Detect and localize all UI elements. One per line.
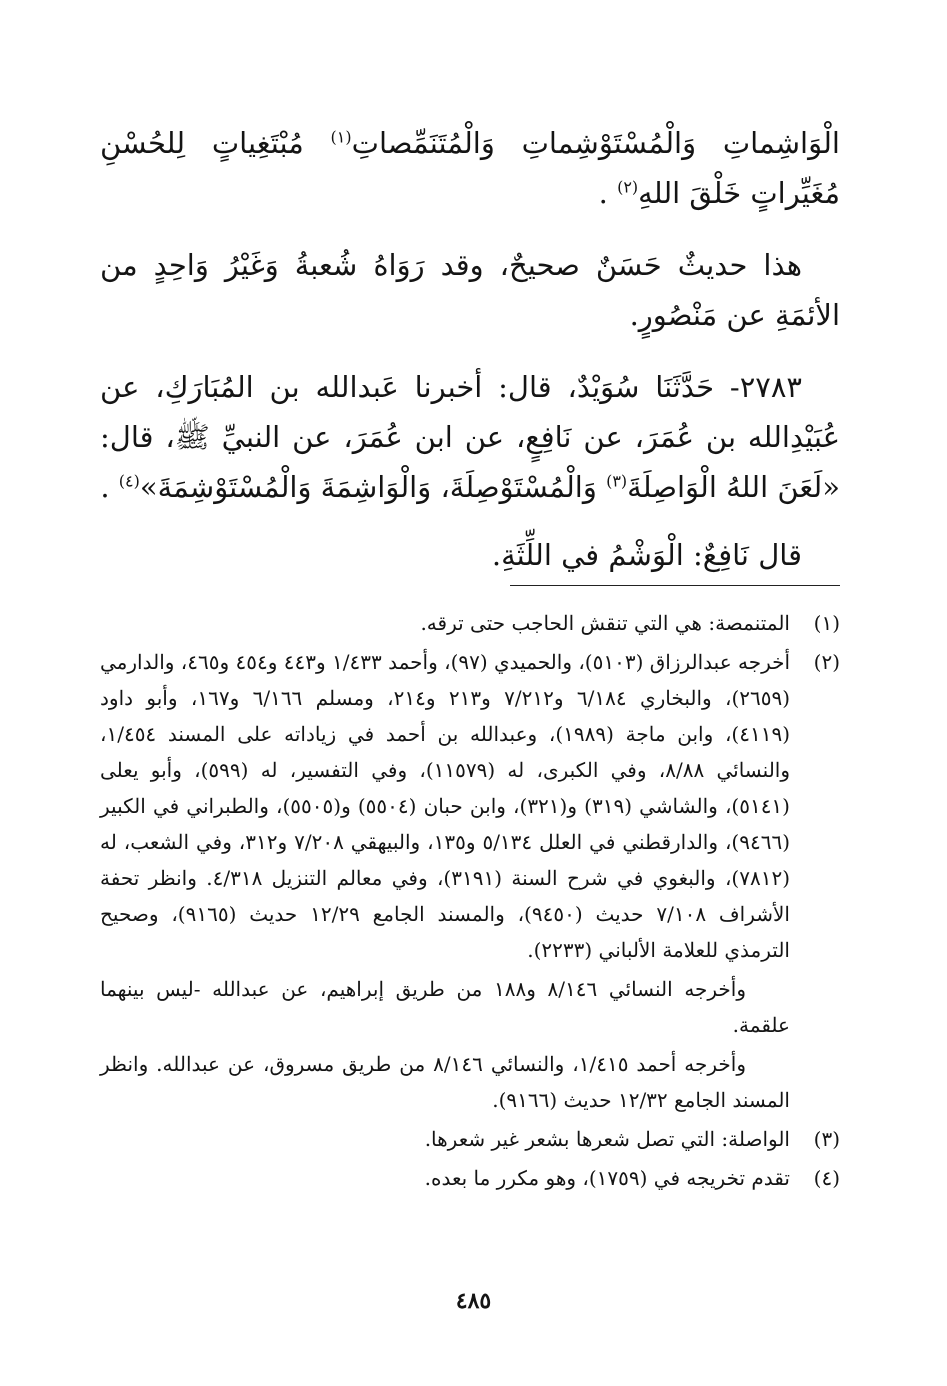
footnote-ref-4[interactable]: (٤) [118, 471, 140, 491]
continued-text-part2: مُبْتَغِياتٍ لِلحُسْنِ مُغَيِّراتٍ خَلْقَ اللهِ [100, 126, 840, 210]
footnote-2-continuation-2: وأخرجه أحمد ١/٤١٥، والنسائي ٨/١٤٦ من طريق مسروق، عن عبدالله. وانظر المسند الجامع ١٢/٣٢ حديث (٩١٦٦). [100, 1052, 790, 1112]
hadith-text-end: . [100, 470, 110, 504]
nafi-quote: قال نَافِعٌ: الْوَشْمُ في اللِّثَةِ. [491, 538, 802, 572]
footnote-ref-2[interactable]: (٢) [617, 177, 639, 197]
footnote-1 [100, 605, 840, 641]
footnote-number: (٣) [813, 1127, 840, 1151]
footnote-2-continuation-1: وأخرجه النسائي ٨/١٤٦ و١٨٨ من طريق إبراهيم، عن عبدالله -ليس بينهما علقمة. [100, 977, 790, 1037]
footnote-number: (١) [813, 611, 840, 635]
footnote-4 [100, 1160, 840, 1196]
hadith-2783 [100, 362, 840, 512]
footnote-number: (٤) [813, 1166, 840, 1190]
footnote-3 [100, 1121, 840, 1157]
footnote-ref-3[interactable]: (٣) [606, 471, 628, 491]
footnote-number: (٢) [813, 650, 840, 674]
footnote-text: المتنمصة: هي التي تنقش الحاجب حتى ترقه. [420, 611, 790, 635]
footnote-text: تقدم تخريجه في (١٧٥٩)، وهو مكرر ما بعده. [424, 1166, 790, 1190]
continued-text-end: . [598, 176, 608, 210]
page-number: ٤٨٥ [455, 1288, 492, 1314]
grading-paragraph: هذا حديثٌ حَسَنٌ صحيحٌ، وقد رَوَاهُ شُعبةُ وَغَيْرُ وَاحِدٍ من الأئمَةِ عن مَنْصُورٍ. [100, 248, 840, 332]
hadith-text-part2: وَالْمُسْتَوْصِلَةَ، وَالْوَاشِمَةَ وَالْمُسْتَوْشِمَةَ» [139, 470, 597, 504]
footnote-text: الواصلة: التي تصل شعرها بشعر غير شعرها. [424, 1127, 790, 1151]
continued-hadith-text [100, 118, 840, 218]
footnote-ref-1[interactable]: (١) [330, 127, 352, 147]
footnote-text: أخرجه عبدالرزاق (٥١٠٣)، والحميدي (٩٧)، وأحمد ١/٤٣٣ و٤٤٣ و٤٥٤ و٤٦٥، والدارمي (٢٦٥٩)، والبخاري ٦/١٨٤ و٧/٢١٢ و٢١٣ و٢١٤، ومسلم ٦/١٦٦ و١٦٧، وأبو داود (٤١١٩)، وابن ماجة (١٩٨٩)، وعبدالله بن أحمد في زياداته على المسند ١/٤٥٤، والنسائي ٨/٨٨، وفي الكبرى، له (١١٥٧٩)، وفي التفسير، له (٥٩٩)، وأبو يعلى (٥١٤١)، والشاشي (٣١٩) و(٣٢١)، وابن حبان (٥٥٠٤) و(٥٥٠٥)، والطبراني في الكبير (٩٤٦٦)، والدارقطني في العلل ٥/١٣٤ و١٣٥، والبيهقي ٧/٢٠٨ و٣١٢، وفي الشعب، له (٧٨١٢)، والبغوي في شرح السنة (٣١٩١)، وفي معالم التنزيل ٤/٣١٨. وانظر تحفة الأشراف ٧/١٠٨ حديث (٩٤٥٠)، والمسند الجامع ١٢/٢٩ حديث (٩١٦٥)، وصحيح الترمذي للعلامة الألباني (٢٢٣٣). [100, 650, 791, 962]
hadith-text-part1: ٢٧٨٣- حَدَّثَنَا سُوَيْدٌ، قال: أخبرنا عَبدالله بن المُبَارَكِ، عن عُبَيْدِالله بن عُمَرَ، عن نَافِعٍ، عن ابن عُمَرَ، عن النبيِّ ﷺ، قال: «لَعَنَ اللهُ الْوَاصِلَةَ [100, 370, 840, 504]
footnote-divider [510, 585, 840, 586]
footnotes-section [100, 605, 840, 1199]
continued-text-part1: الْوَاشِماتِ وَالْمُسْتَوْشِماتِ وَالْمُتَنَمِّصاتِ [351, 126, 840, 160]
footnote-2 [100, 644, 840, 968]
